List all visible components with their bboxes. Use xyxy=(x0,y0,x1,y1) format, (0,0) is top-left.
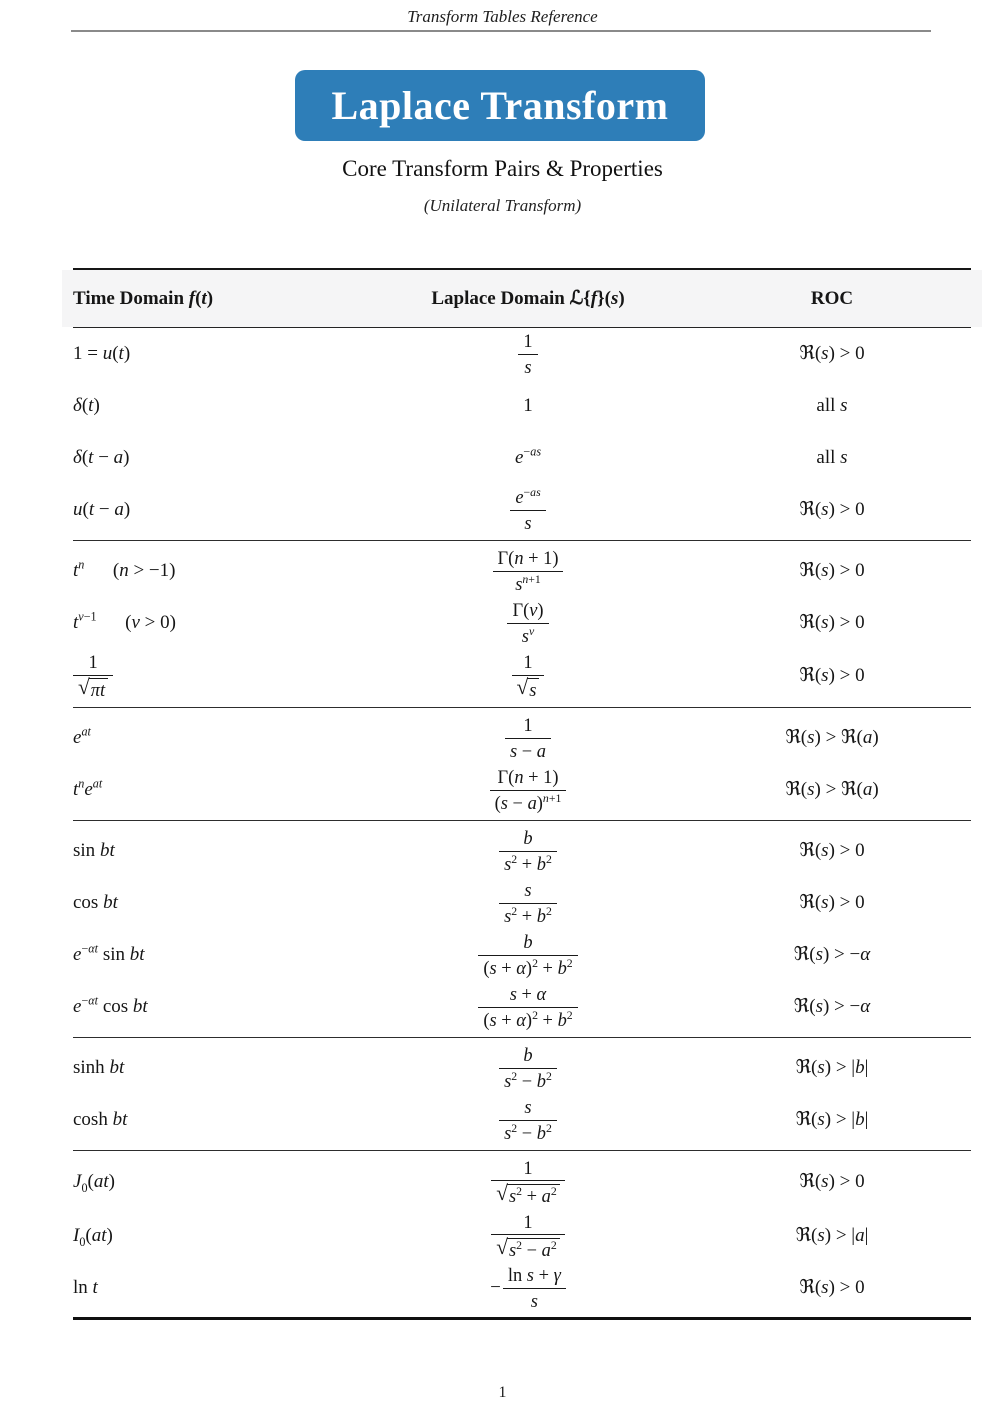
roc-cell: ℜ(s) > |b| xyxy=(795,1056,869,1078)
time-domain-cell: δ(t) xyxy=(73,395,100,417)
roc-cell: ℜ(s) > 0 xyxy=(799,560,865,582)
laplace-domain-cell: $\frac{b}{s^2 - b^2}$ xyxy=(363,1044,693,1092)
table-row xyxy=(62,380,982,432)
time-domain-cell: cosh bt xyxy=(73,1108,128,1130)
roc-cell: ℜ(s) > ℜ(a) xyxy=(785,778,879,800)
roc-cell: ℜ(s) > 0 xyxy=(799,499,865,521)
group-separator-rule xyxy=(73,820,971,821)
laplace-domain-cell: 1 √ $s^2 - a^2$ xyxy=(363,1211,693,1261)
group-separator-rule xyxy=(73,1150,971,1151)
group-separator-rule xyxy=(73,707,971,708)
transform-table xyxy=(62,268,982,1320)
page-number: 1 xyxy=(498,1384,507,1401)
table-row xyxy=(62,1155,982,1209)
time-domain-cell: sinh bt xyxy=(73,1056,125,1078)
time-domain-cell: $e^{-\alpha t}$ sin bt xyxy=(73,941,145,965)
table-body xyxy=(62,328,982,1314)
time-domain-cell: 1 = u(t) xyxy=(73,343,131,365)
laplace-domain-cell: $\frac{b}{s^2 + b^2}$ xyxy=(363,827,693,875)
table-row xyxy=(62,484,982,536)
laplace-domain-cell: $\frac{b}{(s + \alpha)^2 + b^2}$ xyxy=(363,931,693,979)
time-domain-cell: cos bt xyxy=(73,891,118,913)
laplace-domain-cell: $\frac{\Gamma(n + 1)}{s^{n+1}}$ xyxy=(363,547,693,595)
table-row xyxy=(62,432,982,484)
laplace-domain-cell: $e^{-as}$ xyxy=(514,444,542,469)
roc-cell: all s xyxy=(816,395,848,417)
group-separator-rule xyxy=(73,540,971,541)
table-row xyxy=(62,545,982,597)
laplace-domain-cell: $\frac{e^{-as}}{s}$ xyxy=(363,486,693,534)
laplace-domain-cell: − $\frac{\text{ln s + γ}}{s}$ xyxy=(363,1265,693,1312)
time-domain-cell: $J_0(at)$ xyxy=(73,1170,115,1195)
roc-cell: all s xyxy=(816,447,848,469)
roc-cell: ℜ(s) > 0 xyxy=(799,839,865,861)
time-domain-cell: sin bt xyxy=(73,839,115,861)
time-domain-cell: $e^{at}$ xyxy=(73,724,91,748)
page-note: (Unilateral Transform) xyxy=(423,196,582,215)
laplace-domain-cell: $\frac{\Gamma(\nu)}{s^\nu}$ xyxy=(363,599,693,647)
column-header-time-domain: Time Domain f(t) xyxy=(73,287,214,309)
table-row xyxy=(62,764,982,816)
laplace-domain-cell: $\frac{s}{s^2 - b^2}$ xyxy=(363,1096,693,1144)
roc-cell: ℜ(s) > |b| xyxy=(795,1108,869,1130)
laplace-domain-cell: $\frac{\Gamma(n + 1)}{(s - a)^{n+1}}$ xyxy=(363,766,693,814)
time-domain-cell: $t^n$ (n > −1) xyxy=(73,557,176,582)
title-badge: Laplace Transform xyxy=(295,70,705,141)
column-header-roc: ROC xyxy=(810,287,854,309)
table-row xyxy=(62,1262,982,1314)
time-domain-cell: $I_0(at)$ xyxy=(73,1224,113,1249)
running-header-title: Transform Tables Reference xyxy=(407,7,598,26)
time-domain-cell: u(t − a) xyxy=(73,499,131,521)
header-divider-rule xyxy=(71,30,931,32)
table-row xyxy=(62,981,982,1033)
sqrt-expression: √ $s^2 - a^2$ xyxy=(496,1238,560,1261)
table-bottom-rule xyxy=(73,1317,971,1320)
roc-cell: ℜ(s) > ℜ(a) xyxy=(785,726,879,748)
table-row xyxy=(62,1209,982,1263)
roc-cell: ℜ(s) > |a| xyxy=(795,1224,869,1246)
time-domain-cell: ln t xyxy=(73,1277,98,1299)
time-domain-cell: $t^{\nu-1}$ (ν > 0) xyxy=(73,609,176,634)
roc-cell: ℜ(s) > 0 xyxy=(799,1277,865,1299)
laplace-domain-cell: $\frac{1}{s}$ xyxy=(363,330,693,378)
group-separator-rule xyxy=(73,1037,971,1038)
roc-cell: ℜ(s) > 0 xyxy=(799,891,865,913)
laplace-domain-cell: 1 xyxy=(523,395,533,417)
sqrt-expression: √ $s^2 + a^2$ xyxy=(496,1184,560,1207)
time-domain-cell: $e^{-\alpha t}$ cos bt xyxy=(73,993,148,1017)
laplace-domain-cell: $\frac{s + \alpha}{(s + \alpha)^2 + b^2}$ xyxy=(363,983,693,1031)
table-row xyxy=(62,1094,982,1146)
table-row xyxy=(62,929,982,981)
table-row xyxy=(62,597,982,649)
laplace-domain-cell: 1 √ $s^2 + a^2$ xyxy=(363,1157,693,1207)
time-domain-cell: δ(t − a) xyxy=(73,447,130,469)
laplace-domain-cell: 1 √ s xyxy=(363,651,693,701)
table-row xyxy=(62,712,982,764)
roc-cell: ℜ(s) > −α xyxy=(793,995,871,1017)
column-header-laplace-domain: Laplace Domain ℒ{f}(s) xyxy=(431,288,625,309)
page-subtitle: Core Transform Pairs & Properties xyxy=(342,156,663,181)
roc-cell: ℜ(s) > 0 xyxy=(799,665,865,687)
time-domain-cell: $t^ne^{at}$ xyxy=(73,776,103,800)
table-row xyxy=(62,649,982,703)
laplace-domain-cell: $\frac{1}{s - a}$ xyxy=(363,714,693,762)
table-header-row xyxy=(62,270,982,327)
table-row xyxy=(62,1042,982,1094)
laplace-domain-cell: $\frac{s}{s^2 + b^2}$ xyxy=(363,879,693,927)
roc-cell: ℜ(s) > −α xyxy=(793,943,871,965)
sqrt-expression: √ s xyxy=(517,678,540,701)
roc-cell: ℜ(s) > 0 xyxy=(799,612,865,634)
table-row xyxy=(62,328,982,380)
roc-cell: ℜ(s) > 0 xyxy=(799,1170,865,1192)
table-row xyxy=(62,825,982,877)
roc-cell: ℜ(s) > 0 xyxy=(799,343,865,365)
table-row xyxy=(62,877,982,929)
sqrt-expression: √ πt xyxy=(78,678,108,701)
time-domain-cell: 1 √ πt xyxy=(73,651,363,701)
